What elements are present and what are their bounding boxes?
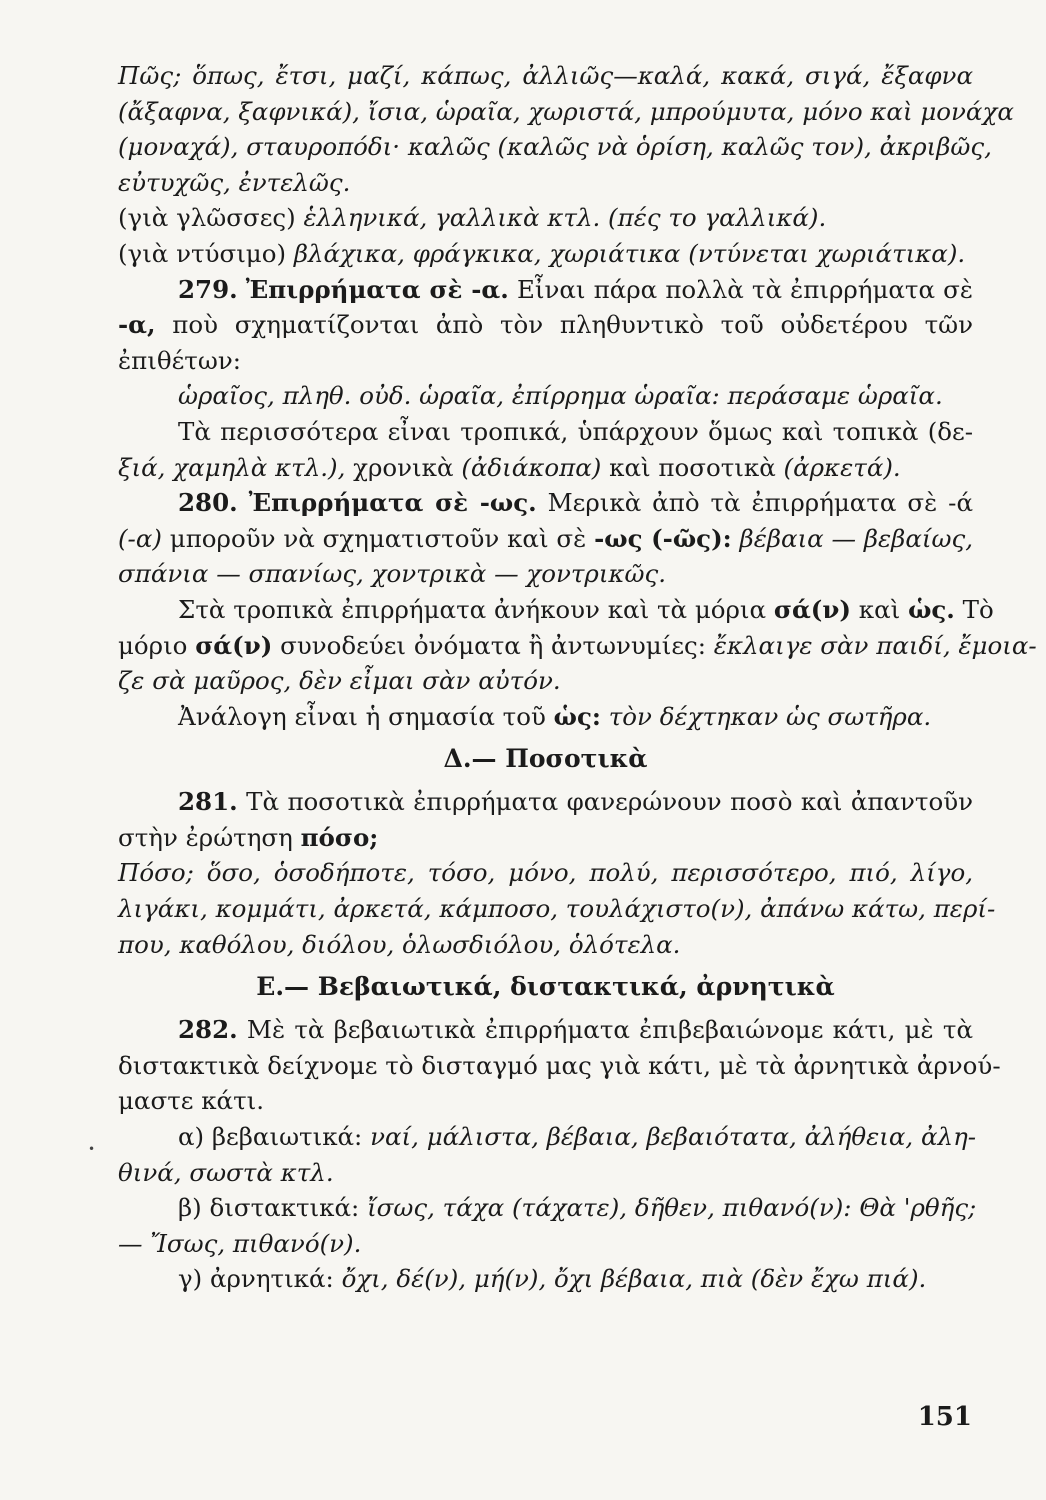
example-text: ἔκλαιγε σὰν παιδί, ἔμοια- <box>713 630 1037 660</box>
section-text: ποὺ σχηματίζονται ἀπὸ τὸν πληθυντικὸ τοῦ οὐδετέρου τῶν <box>172 310 974 340</box>
heading-affirmative-dubitative-negative: Ε.— Βεβαιωτικά, διστακτικά, ἀρνητικὰ <box>256 972 835 1002</box>
section-text: Ἀνάλογη εἶναι ἡ σημασία τοῦ <box>178 701 546 731</box>
section-text: στὴν ἐρώτηση <box>118 822 293 852</box>
section-text: καὶ <box>858 594 901 624</box>
section-text: συνοδεύει ὀνόματα ἢ ἀντωνυμίες: <box>280 630 706 660</box>
text-line: εὐτυχῶς, ἐντελῶς. <box>118 167 351 197</box>
particle-term: σά(ν) <box>773 594 851 624</box>
example-text: (ἀδιάκοπα) <box>461 452 602 482</box>
heading-quantitative: Δ.— Ποσοτικὰ <box>443 744 648 774</box>
section-text: Μὲ τὰ βεβαιωτικὰ ἐπιρρήματα ἐπιβεβαιώνομε κάτι, μὲ τὰ <box>246 1015 973 1045</box>
section-280-line-1 <box>118 485 973 521</box>
dress-prefix: (γιὰ ντύσιμο) <box>118 238 287 268</box>
section-282-line-2: διστακτικὰ δείχνομε τὸ δισταγμό μας γιὰ κάτι, μὲ τὰ ἀρνητικὰ ἀρνού- <box>118 1050 1001 1080</box>
section-number: 279. <box>178 274 238 304</box>
suffix-term: -ως (-ῶς): <box>594 523 732 553</box>
section-282-item-b-cont: — Ἴσως, πιθανό(ν). <box>118 1228 362 1258</box>
section-text: Μερικὰ ἀπὸ τὰ ἐπιρρήματα σὲ -ά <box>547 488 973 518</box>
section-281-line-4: λιγάκι, κομμάτι, ἀρκετά, κάμποσο, τουλάχιστο(ν), ἀπάνω κάτω, περί- <box>118 894 996 924</box>
particle-term: σά(ν) <box>195 630 273 660</box>
section-text: μποροῦν νὰ σχηματιστοῦν καὶ σὲ <box>169 523 587 553</box>
section-280-p3 <box>118 699 973 735</box>
particle-term: ὡς: <box>553 701 601 731</box>
suffix-term: -α, <box>118 310 156 340</box>
section-number: 281. <box>178 787 238 817</box>
item-label: β) διστακτικά: <box>178 1193 360 1223</box>
dress-adverbs: βλάχικα, φράγκικα, χωριάτικα (ντύνεται χωριάτικα). <box>293 238 966 268</box>
dress-line <box>118 236 973 272</box>
example-text: (-α) <box>118 523 162 553</box>
section-281-line-5: που, καθόλου, διόλου, ὁλωσδιόλου, ὁλότελα. <box>118 929 681 959</box>
languages-prefix: (γιὰ γλῶσσες) <box>118 203 296 233</box>
section-280-line-3: σπάνια — σπανίως, χοντρικὰ — χοντρικῶς. <box>118 559 666 589</box>
section-279-line-1 <box>118 272 973 308</box>
languages-line <box>118 200 973 236</box>
section-280-line-2 <box>118 521 973 557</box>
example-text: ἴσως, τάχα (τάχατε), δῆθεν, πιθανό(ν): Θὰ 'ρθῆς; <box>367 1193 977 1223</box>
question-term: πόσο; <box>300 822 379 852</box>
section-279-p2-line-1: Τὰ περισσότερα εἶναι τροπικά, ὑπάρχουν ὅμως καὶ τοπικὰ (δε- <box>178 416 973 446</box>
section-text: μόριο <box>118 630 188 660</box>
section-281-line-1 <box>118 784 973 820</box>
section-282-item-b <box>118 1190 977 1226</box>
languages-adverbs: ἑλληνικά, γαλλικὰ κτλ. (πές το γαλλικά). <box>303 203 827 233</box>
section-280-p2-line-2 <box>118 628 1037 664</box>
section-text: χρονικὰ <box>353 452 454 482</box>
example-text: ὄχι, δέ(ν), μή(ν), ὄχι βέβαια, πιὰ (δὲν ἔχω πιά). <box>341 1264 927 1294</box>
section-text: Στὰ τροπικὰ ἐπιρρήματα ἀνήκουν καὶ τὰ μόρια <box>178 594 767 624</box>
example-text: (ἀρκετά). <box>783 452 901 482</box>
section-280-p2-line-3: ζε σὰ μαῦρος, δὲν εἶμαι σὰν αὐτόν. <box>118 666 561 696</box>
section-279-p2-line-2 <box>118 450 973 486</box>
example-text: ναί, μάλιστα, βέβαια, βεβαιότατα, ἀλήθεια, ἀλη- <box>370 1122 977 1152</box>
margin-dot: • <box>88 1142 96 1156</box>
item-label: α) βεβαιωτικά: <box>178 1122 363 1152</box>
page-number: 151 <box>917 1402 972 1432</box>
section-text: Τὰ ποσοτικὰ ἐπιρρήματα φανερώνουν ποσὸ καὶ ἀπαντοῦν <box>246 787 973 817</box>
example-text: τὸν δέχτηκαν ὡς σωτῆρα. <box>608 701 932 731</box>
section-text: καὶ ποσοτικὰ <box>609 452 776 482</box>
section-280-p2-line-1 <box>118 592 994 628</box>
item-label: γ) ἀρνητικά: <box>178 1264 334 1294</box>
section-282-item-a-cont: θινά, σωστὰ κτλ. <box>118 1157 334 1187</box>
section-279-example: ὡραῖος, πληθ. οὐδ. ὡραῖα, ἐπίρρημα ὡραῖα: περάσαμε ὡραῖα. <box>178 381 943 411</box>
section-title: Ἐπιρρήματα σὲ -α. <box>245 274 509 304</box>
text-line: (ἄξαφνα, ξαφνικά), ἴσια, ὡραῖα, χωριστά, μπρούμυτα, μόνο καὶ μονάχα <box>118 96 1014 126</box>
section-281-line-2 <box>118 820 973 856</box>
section-title: Ἐπιρρήματα σὲ -ως. <box>248 488 537 518</box>
section-282-item-a <box>118 1119 977 1155</box>
example-text: βέβαια — βεβαίως, <box>739 523 973 553</box>
page-body <box>118 58 1037 1297</box>
section-282-line-3: μαστε κάτι. <box>118 1086 265 1116</box>
section-281-line-3: Πόσο; ὅσο, ὁσοδήποτε, τόσο, μόνο, πολύ, περισσότερο, πιό, λίγο, <box>118 858 973 888</box>
text-line: (μοναχά), σταυροπόδι· καλῶς (καλῶς νὰ ὁρίση, καλῶς τον), ἀκριβῶς, <box>118 132 992 162</box>
text-line: Πῶς; ὅπως, ἔτσι, μαζί, κάπως, ἀλλιῶς—καλά, κακά, σιγά, ἔξαφνα <box>118 61 973 90</box>
section-279-line-3: ἐπιθέτων: <box>118 345 241 375</box>
particle-term: ὡς. <box>908 594 955 624</box>
section-number: 280. <box>178 488 238 518</box>
section-text: Τὸ <box>962 594 994 624</box>
section-text: Εἶναι πάρα πολλὰ τὰ ἐπιρρήματα σὲ <box>516 274 974 304</box>
section-282-item-c <box>118 1261 973 1297</box>
section-282-line-1 <box>118 1012 973 1048</box>
example-text: ξιά, χαμηλὰ κτλ.), <box>118 452 346 482</box>
section-279-line-2 <box>118 307 973 343</box>
section-number: 282. <box>178 1015 238 1045</box>
